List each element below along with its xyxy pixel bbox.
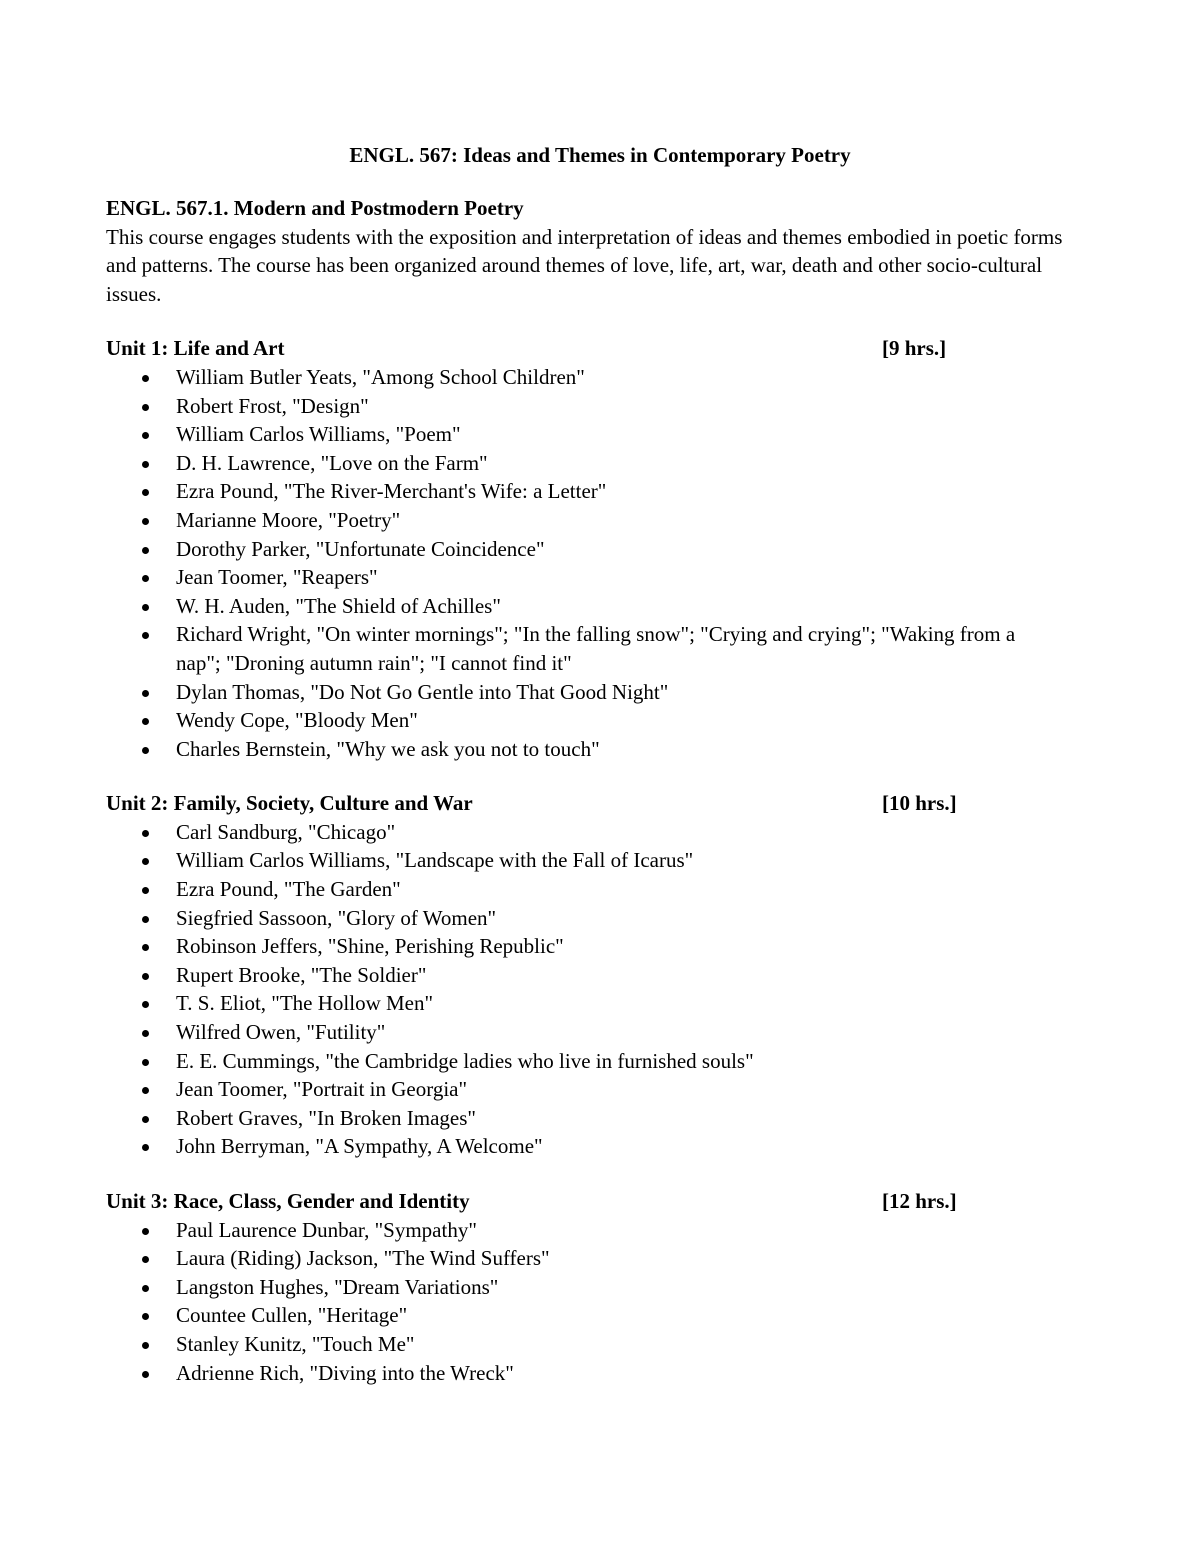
poem-text: William Butler Yeats, "Among School Children" <box>176 364 585 389</box>
poem-list-item <box>106 1104 1056 1133</box>
unit-header <box>106 334 1096 363</box>
poem-text: W. H. Auden, "The Shield of Achilles" <box>176 593 501 618</box>
poem-list-item <box>106 1216 1056 1245</box>
poem-list-item <box>106 420 1056 449</box>
poem-list-item <box>106 1047 1056 1076</box>
poem-list-item <box>106 989 1056 1018</box>
bullet-icon <box>142 547 149 554</box>
bullet-icon <box>142 858 149 865</box>
poem-list-item <box>106 563 1056 592</box>
poem-list-item <box>106 735 1056 764</box>
poem-list-item <box>106 904 1056 933</box>
bullet-icon <box>142 432 149 439</box>
poem-text: Robinson Jeffers, "Shine, Perishing Republic" <box>176 934 564 959</box>
poem-list-item <box>106 1075 1056 1104</box>
bullet-icon <box>142 747 149 754</box>
poem-list-item <box>106 1301 1056 1330</box>
unit-title: Unit 2: Family, Society, Culture and War <box>106 791 473 816</box>
poem-list-item <box>106 1132 1056 1161</box>
bullet-icon <box>142 718 149 725</box>
bullet-icon <box>142 604 149 611</box>
bullet-icon <box>142 1342 149 1349</box>
poem-list-item <box>106 363 1056 392</box>
poem-list-item <box>106 961 1056 990</box>
bullet-icon <box>142 575 149 582</box>
poem-list-item <box>106 1330 1056 1359</box>
poem-text: Dorothy Parker, "Unfortunate Coincidence" <box>176 536 545 561</box>
poem-text: T. S. Eliot, "The Hollow Men" <box>176 991 434 1016</box>
bullet-icon <box>142 375 149 382</box>
bullet-icon <box>142 830 149 837</box>
poem-list-item <box>106 678 1056 707</box>
poem-text: Wilfred Owen, "Futility" <box>176 1020 386 1045</box>
poem-list <box>106 818 1096 1161</box>
poem-list-item <box>106 592 1056 621</box>
poem-text: Ezra Pound, "The River-Merchant's Wife: a Letter" <box>176 479 607 504</box>
poem-list-item <box>106 932 1056 961</box>
poem-list-item <box>106 1018 1056 1047</box>
poem-text: Carl Sandburg, "Chicago" <box>176 819 396 844</box>
bullet-icon <box>142 489 149 496</box>
page-title: ENGL. 567: Ideas and Themes in Contemporary Poetry <box>349 143 851 167</box>
unit-section <box>106 334 1096 763</box>
unit-hours: [9 hrs.] <box>882 336 947 361</box>
poem-text: William Carlos Williams, "Landscape with the Fall of Icarus" <box>176 848 694 873</box>
poem-text: Jean Toomer, "Reapers" <box>176 565 378 590</box>
poem-list-item <box>106 477 1056 506</box>
poem-text: Richard Wright, "On winter mornings"; "In the falling snow"; "Crying and crying"; "Waking from a nap"; "Droning autumn rain"; "I cannot find it" <box>176 622 1016 675</box>
bullet-icon <box>142 1116 149 1123</box>
unit-title: Unit 3: Race, Class, Gender and Identity <box>106 1189 470 1213</box>
poem-text: Marianne Moore, "Poetry" <box>176 507 401 532</box>
bullet-icon <box>142 1001 149 1008</box>
bullet-icon <box>142 1228 149 1235</box>
bullet-icon <box>142 1059 149 1066</box>
bullet-icon <box>142 916 149 923</box>
unit-header <box>106 789 1096 818</box>
bullet-icon <box>142 632 149 639</box>
poem-list-item <box>106 706 1056 735</box>
poem-list-item <box>106 846 1056 875</box>
poem-text: Dylan Thomas, "Do Not Go Gentle into That Good Night" <box>176 679 669 704</box>
poem-list <box>106 363 1096 763</box>
bullet-icon <box>142 1144 149 1151</box>
unit-header <box>106 1187 1096 1216</box>
bullet-icon <box>142 1256 149 1263</box>
bullet-icon <box>142 1087 149 1094</box>
bullet-icon <box>142 461 149 468</box>
bullet-icon <box>142 690 149 697</box>
poem-list-item <box>106 506 1056 535</box>
bullet-icon <box>142 887 149 894</box>
poem-text: Ezra Pound, "The Garden" <box>176 877 401 902</box>
poem-text: Paul Laurence Dunbar, "Sympathy" <box>176 1217 477 1242</box>
subcourse-description: This course engages students with the exposition and interpretation of ideas and themes embodied in poetic forms and patterns. The course has been organized around themes of love, life, art, war, death and other socio-cultural issues. <box>106 224 1063 306</box>
poem-text: Stanley Kunitz, "Touch Me" <box>176 1331 415 1356</box>
bullet-icon <box>142 404 149 411</box>
unit-section <box>106 789 1096 1161</box>
bullet-icon <box>142 973 149 980</box>
bullet-icon <box>142 1030 149 1037</box>
poem-list-item <box>106 392 1056 421</box>
poem-text: E. E. Cummings, "the Cambridge ladies who live in furnished souls" <box>176 1048 754 1073</box>
poem-text: Langston Hughes, "Dream Variations" <box>176 1274 499 1299</box>
poem-text: Robert Graves, "In Broken Images" <box>176 1105 476 1130</box>
poem-text: Rupert Brooke, "The Soldier" <box>176 962 427 987</box>
unit-title: Unit 1: Life and Art <box>106 336 285 361</box>
poem-text: Countee Cullen, "Heritage" <box>176 1303 408 1328</box>
unit-hours: [10 hrs.] <box>882 791 957 816</box>
poem-list-item <box>106 620 1056 677</box>
poem-list-item <box>106 1273 1056 1302</box>
poem-text: Adrienne Rich, "Diving into the Wreck" <box>176 1360 514 1385</box>
poem-text: Laura (Riding) Jackson, "The Wind Suffers" <box>176 1246 550 1271</box>
unit-section <box>106 1187 1096 1387</box>
poem-list-item <box>106 1244 1056 1273</box>
poem-text: Jean Toomer, "Portrait in Georgia" <box>176 1077 468 1102</box>
poem-text: William Carlos Williams, "Poem" <box>176 422 461 447</box>
poem-text: D. H. Lawrence, "Love on the Farm" <box>176 450 488 475</box>
bullet-icon <box>142 1285 149 1292</box>
bullet-icon <box>142 944 149 951</box>
poem-list-item <box>106 875 1056 904</box>
unit-hours: [12 hrs.] <box>882 1189 957 1213</box>
poem-list-item <box>106 449 1056 478</box>
poem-text: Siegfried Sassoon, "Glory of Women" <box>176 905 497 930</box>
bullet-icon <box>142 1313 149 1320</box>
poem-text: Charles Bernstein, "Why we ask you not to touch" <box>176 736 600 761</box>
poem-text: Robert Frost, "Design" <box>176 393 369 418</box>
bullet-icon <box>142 518 149 525</box>
course-content <box>106 194 1096 1387</box>
poem-list <box>106 1216 1096 1388</box>
poem-text: Wendy Cope, "Bloody Men" <box>176 708 418 733</box>
poem-text: John Berryman, "A Sympathy, A Welcome" <box>176 1134 543 1159</box>
poem-list-item <box>106 535 1056 564</box>
bullet-icon <box>142 1371 149 1378</box>
subcourse-heading: ENGL. 567.1. Modern and Postmodern Poetry <box>106 196 524 220</box>
poem-list-item <box>106 818 1056 847</box>
units-container <box>106 334 1096 1387</box>
poem-list-item <box>106 1359 1056 1388</box>
